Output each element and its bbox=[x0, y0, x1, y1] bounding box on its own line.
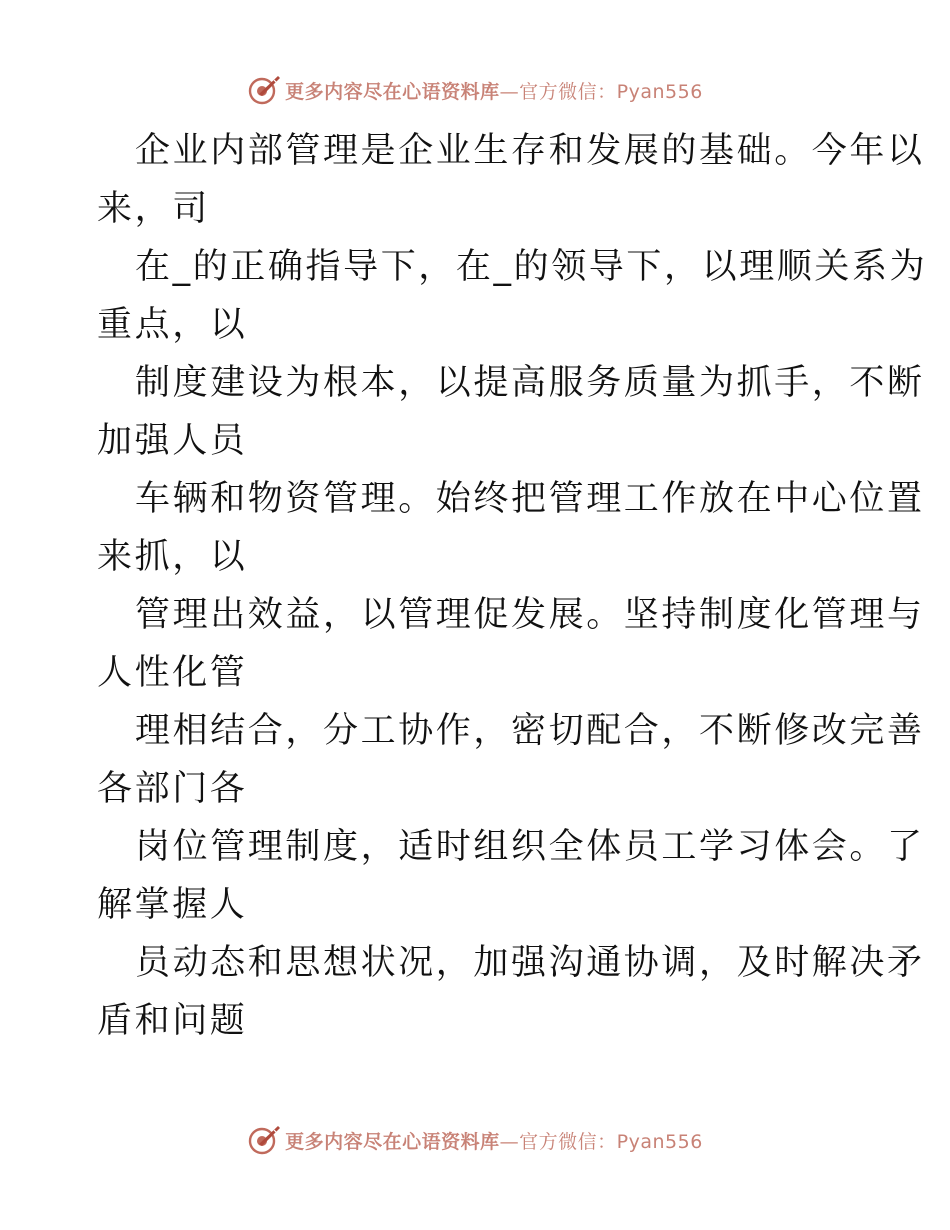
paragraph bbox=[97, 122, 925, 238]
footer-banner-main: 更多内容尽在心语资料库 bbox=[285, 1130, 500, 1153]
header-banner-sep: — bbox=[499, 80, 520, 103]
paragraph bbox=[97, 470, 925, 586]
paragraph-line: 岗位管理制度，适时组织全体员工学习体会。了 bbox=[135, 827, 925, 867]
paragraph-line: 来抓，以 bbox=[97, 537, 248, 577]
paragraph-line: 来，司 bbox=[97, 189, 210, 229]
paragraph-line: 盾和问题 bbox=[97, 1001, 248, 1041]
pen-logo-icon bbox=[247, 1123, 281, 1157]
paragraph bbox=[97, 586, 925, 702]
paragraph-line: 解掌握人 bbox=[97, 885, 248, 925]
paragraph-line: 员动态和思想状况，加强沟通协调，及时解决矛 bbox=[135, 943, 925, 983]
paragraph bbox=[97, 818, 925, 934]
footer-banner-wechat: 官方微信：Pyan556 bbox=[519, 1130, 703, 1153]
paragraph bbox=[97, 238, 928, 354]
paragraph bbox=[97, 354, 925, 470]
footer-banner-sep: — bbox=[499, 1130, 520, 1153]
paragraph-line: 管理出效益，以管理促发展。坚持制度化管理与 bbox=[135, 595, 925, 635]
footer-banner bbox=[0, 1120, 950, 1160]
paragraph-line: 企业内部管理是企业生存和发展的基础。今年以 bbox=[135, 131, 925, 171]
paragraph-line: 重点，以 bbox=[97, 305, 248, 345]
paragraph bbox=[97, 702, 925, 818]
paragraph-line: 加强人员 bbox=[97, 421, 248, 461]
pen-logo-icon bbox=[247, 73, 281, 107]
header-banner bbox=[0, 70, 950, 110]
footer-banner-text bbox=[285, 1127, 703, 1154]
paragraph-line: 制度建设为根本，以提高服务质量为抓手，不断 bbox=[135, 363, 925, 403]
body-text bbox=[97, 122, 928, 1050]
paragraph-line: 各部门各 bbox=[97, 769, 248, 809]
paragraph-line: 车辆和物资管理。始终把管理工作放在中心位置 bbox=[135, 479, 925, 519]
paragraph bbox=[97, 934, 925, 1050]
paragraph-line: 人性化管 bbox=[97, 653, 248, 693]
header-banner-text bbox=[285, 77, 703, 104]
header-banner-wechat: 官方微信：Pyan556 bbox=[519, 80, 703, 103]
paragraph-line: 在_的正确指导下，在_的领导下，以理顺关系为 bbox=[135, 247, 928, 287]
header-banner-main: 更多内容尽在心语资料库 bbox=[285, 80, 500, 103]
paragraph-line: 理相结合，分工协作，密切配合，不断修改完善 bbox=[135, 711, 925, 751]
